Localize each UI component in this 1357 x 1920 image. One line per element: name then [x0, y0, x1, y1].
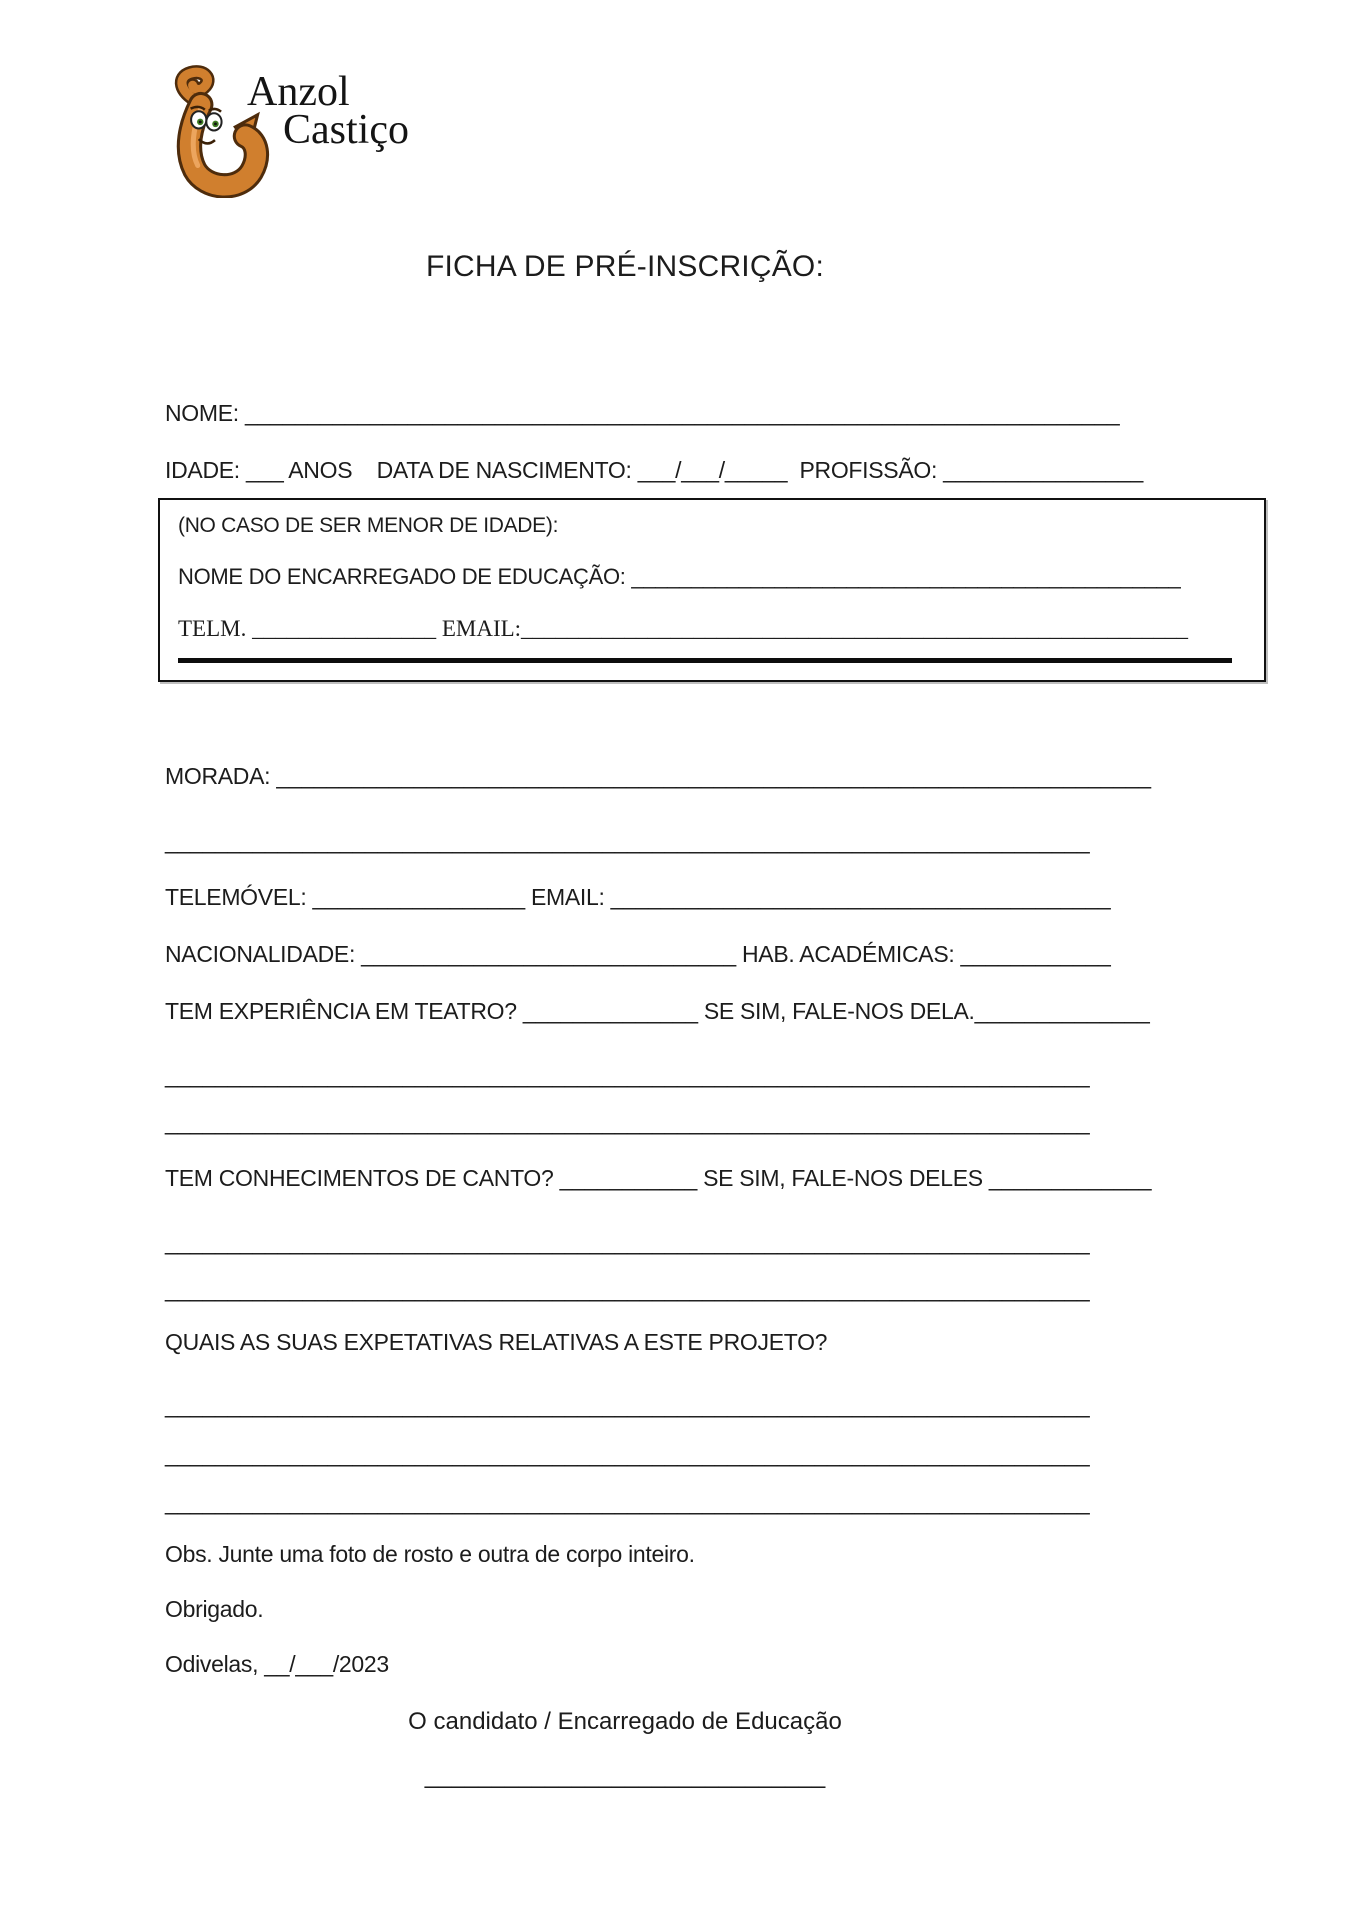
page-title: FICHA DE PRÉ-INSCRIÇÃO: [426, 250, 824, 283]
expectativas-answer-line-2: __________________________________________________________________________ [165, 1441, 1090, 1467]
nome-field-line: NOME: ______________________________________________________________________ [165, 400, 1120, 426]
canto-answer-line-2: __________________________________________________________________________ [165, 1276, 1090, 1302]
obs-note-line: Obs. Junte uma foto de rosto e outra de corpo inteiro. [165, 1541, 695, 1567]
conhecimentos-canto-question-line: TEM CONHECIMENTOS DE CANTO? ___________ SE SIM, FALE-NOS DELES _____________ [165, 1165, 1152, 1191]
logo-text-anzol: Anzol [247, 69, 350, 115]
guardian-name-field-line: NOME DO ENCARREGADO DE EDUCAÇÃO: ______________________________________________ [178, 564, 1181, 589]
teatro-answer-line-2: __________________________________________________________________________ [165, 1109, 1090, 1135]
obrigado-line: Obrigado. [165, 1596, 264, 1622]
expectativas-answer-line-3: __________________________________________________________________________ [165, 1489, 1090, 1515]
minor-note-label: (NO CASO DE SER MENOR DE IDADE): [178, 514, 559, 537]
local-data-line: Odivelas, __/___/2023 [165, 1651, 389, 1677]
idade-nascimento-profissao-line: IDADE: ___ ANOS DATA DE NASCIMENTO: ___/___/_____ PROFISSÃO: ________________ [165, 457, 1144, 483]
telemovel-email-field-line: TELEMÓVEL: _________________ EMAIL: ________________________________________ [165, 884, 1111, 910]
canto-answer-line-1: __________________________________________________________________________ [165, 1229, 1090, 1255]
assinatura-caption: O candidato / Encarregado de Educação [408, 1708, 842, 1735]
expectativas-answer-line-1: __________________________________________________________________________ [165, 1392, 1090, 1418]
logo-text-castico: Castiço [283, 107, 409, 153]
morada-field-line: MORADA: ______________________________________________________________________ [165, 763, 1151, 789]
box-divider-line [178, 658, 1232, 663]
minor-info-box [158, 498, 1266, 682]
guardian-contact-field-line: TELM. ________________ EMAIL:__________________________________________________________ [178, 616, 1189, 641]
teatro-answer-line-1: __________________________________________________________________________ [165, 1062, 1090, 1088]
expectativas-question-line: QUAIS AS SUAS EXPETATIVAS RELATIVAS A ESTE PROJETO? [165, 1329, 828, 1355]
assinatura-line: ______________________________ [424, 1762, 826, 1789]
nacionalidade-habilitacoes-line: NACIONALIDADE: ______________________________ HAB. ACADÉMICAS: ____________ [165, 941, 1111, 967]
anzol-castico-logo [155, 50, 465, 215]
experiencia-teatro-question-line: TEM EXPERIÊNCIA EM TEATRO? ______________ SE SIM, FALE-NOS DELA.______________ [165, 998, 1150, 1024]
morada-continuation-line: __________________________________________________________________________ [165, 828, 1090, 854]
